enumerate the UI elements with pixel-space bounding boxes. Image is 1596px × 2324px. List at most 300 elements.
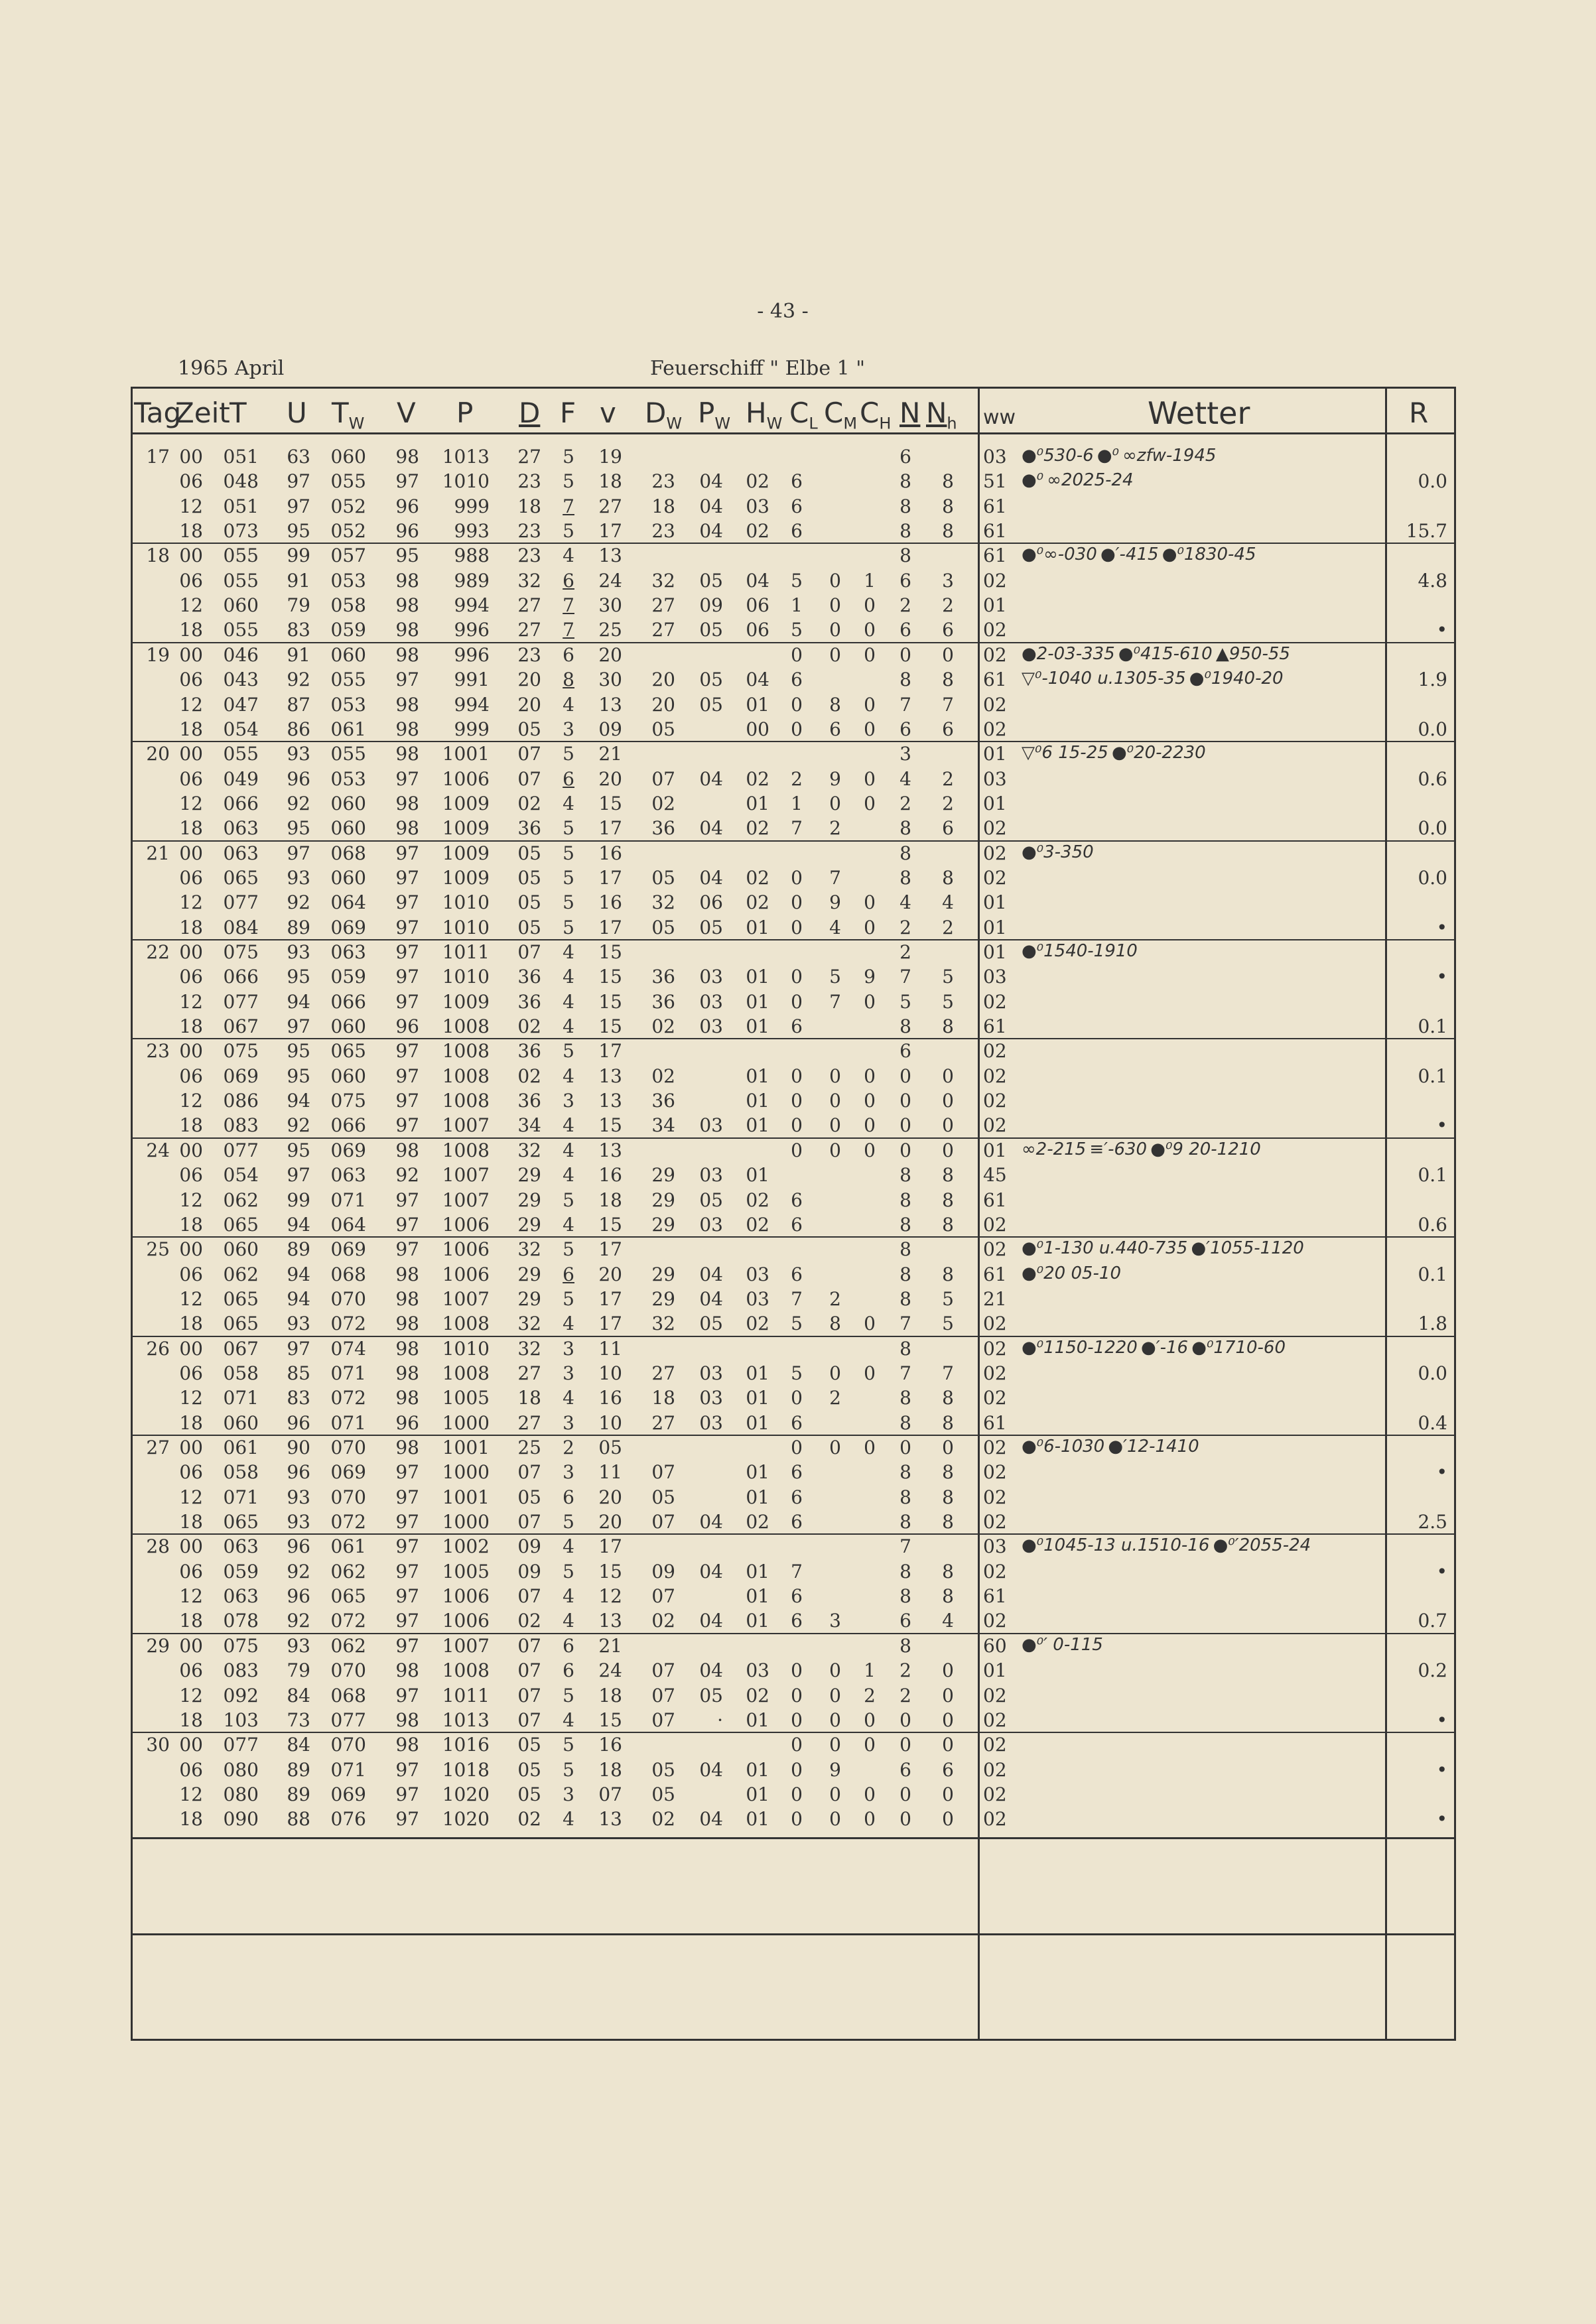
cell-tw: 060 — [330, 446, 366, 468]
header-wetter: Wetter — [1148, 395, 1250, 431]
cell-d: 07 — [517, 1461, 541, 1484]
cell-v-vis: 17 — [598, 1535, 622, 1558]
cell-ch: 0 — [864, 1362, 876, 1384]
cell-pw: 03 — [699, 1387, 723, 1409]
cell-zeit: 00 — [179, 1734, 203, 1756]
cell-dw: 07 — [651, 767, 675, 790]
cell-ch: 0 — [864, 916, 876, 938]
cell-zeit: 00 — [179, 1238, 203, 1261]
cell-d: 23 — [517, 545, 541, 567]
cell-f: 4 — [563, 1387, 574, 1409]
header-tw: $T_W$ — [332, 397, 365, 433]
cell-dw: 23 — [651, 470, 675, 493]
header-u: U — [287, 397, 307, 429]
cell-ww: 61 — [983, 1015, 1007, 1038]
cell-v-vis: 13 — [598, 1065, 622, 1087]
cell-zeit: 18 — [179, 1709, 203, 1731]
cell-zeit: 12 — [179, 1783, 203, 1805]
cell-t: 075 — [223, 1634, 259, 1657]
cell-f: 6 — [563, 643, 574, 666]
cell-ch: 0 — [864, 1114, 876, 1137]
cell-cl: 5 — [791, 569, 803, 592]
cell-dw: 05 — [651, 916, 675, 938]
cell-u: 79 — [287, 1659, 310, 1682]
cell-f: 6 — [563, 569, 574, 592]
cell-d: 20 — [517, 669, 541, 691]
cell-cm: 2 — [829, 1387, 841, 1409]
cell-p: 1007 — [442, 1114, 490, 1137]
cell-pw: 04 — [699, 1610, 723, 1632]
table-row — [0, 1709, 1596, 1733]
table-row — [0, 842, 1596, 866]
cell-u: 84 — [287, 1734, 310, 1756]
cell-zeit: 18 — [179, 718, 203, 740]
cell-n: 8 — [899, 842, 911, 864]
cell-v: 96 — [395, 520, 419, 543]
cell-pw: 03 — [699, 966, 723, 988]
cell-v-vis: 21 — [598, 1634, 622, 1657]
cell-v: 97 — [395, 1758, 419, 1781]
cell-p: 1009 — [442, 817, 490, 840]
cell-cl: 0 — [791, 1734, 803, 1756]
cell-ww: 03 — [983, 446, 1007, 468]
cell-wetter: ●⁰′ 0-115 — [1022, 1634, 1103, 1655]
cell-pw: 04 — [699, 520, 723, 543]
cell-wetter: ●⁰1150-1220 ●′-16 ●⁰1710-60 — [1022, 1337, 1286, 1358]
cell-n: 4 — [899, 891, 911, 914]
cell-zeit: 00 — [179, 1040, 203, 1063]
cell-cm: 7 — [829, 866, 841, 889]
cell-n: 8 — [899, 1511, 911, 1533]
cell-ww: 02 — [983, 643, 1007, 666]
cell-cl: 0 — [791, 1114, 803, 1137]
cell-u: 96 — [287, 767, 310, 790]
cell-t: 078 — [223, 1610, 259, 1632]
cell-n: 4 — [899, 767, 911, 790]
cell-zeit: 06 — [179, 1461, 203, 1484]
cell-n: 8 — [899, 669, 911, 691]
cell-nh: 5 — [942, 1287, 954, 1310]
cell-v: 98 — [395, 792, 419, 814]
cell-p: 991 — [454, 669, 490, 691]
cell-f: 5 — [563, 1734, 574, 1756]
cell-v-vis: 15 — [598, 1560, 622, 1582]
cell-n: 7 — [899, 966, 911, 988]
cell-v: 97 — [395, 1560, 419, 1582]
cell-dw: 05 — [651, 866, 675, 889]
cell-f: 5 — [563, 1287, 574, 1310]
cell-v: 98 — [395, 643, 419, 666]
cell-v-vis: 20 — [598, 1486, 622, 1508]
cell-t: 077 — [223, 1734, 259, 1756]
cell-ch: 0 — [864, 594, 876, 617]
cell-p: 1010 — [442, 1337, 490, 1360]
cell-cl: 0 — [791, 693, 803, 716]
cell-ww: 01 — [983, 743, 1007, 765]
cell-hw: 02 — [746, 1313, 769, 1335]
table-row — [0, 520, 1596, 544]
cell-cl: 6 — [791, 520, 803, 543]
header-divider — [131, 432, 1456, 434]
table-row — [0, 644, 1596, 668]
table-row — [0, 1486, 1596, 1510]
table-row — [0, 1610, 1596, 1634]
cell-cl: 6 — [791, 1585, 803, 1608]
cell-d: 29 — [517, 1287, 541, 1310]
cell-d: 02 — [517, 1015, 541, 1038]
cell-dw: 07 — [651, 1511, 675, 1533]
day-separator — [131, 1137, 1456, 1139]
header-v: V — [397, 397, 416, 429]
cell-f: 5 — [563, 1040, 574, 1063]
table-row — [0, 1065, 1596, 1089]
table-row — [0, 545, 1596, 568]
cell-v: 98 — [395, 718, 419, 740]
table-row — [0, 1263, 1596, 1287]
cell-t: 065 — [223, 866, 259, 889]
cell-v: 97 — [395, 1238, 419, 1261]
cell-n: 0 — [899, 1139, 911, 1161]
cell-zeit: 18 — [179, 619, 203, 641]
cell-dw: 05 — [651, 1783, 675, 1805]
cell-cm: 0 — [829, 569, 841, 592]
cell-t: 046 — [223, 643, 259, 666]
header-dw: $D_W$ — [645, 397, 683, 433]
cell-cm: 0 — [829, 619, 841, 641]
cell-hw: 02 — [746, 866, 769, 889]
cell-tw: 068 — [330, 1684, 366, 1707]
cell-ww: 60 — [983, 1634, 1007, 1657]
cell-f: 4 — [563, 1065, 574, 1087]
cell-n: 2 — [899, 792, 911, 814]
cell-n: 6 — [899, 1610, 911, 1632]
cell-nh: 5 — [942, 990, 954, 1013]
cell-nh: 6 — [942, 817, 954, 840]
cell-pw: 04 — [699, 1263, 723, 1285]
cell-r: 0.0 — [1418, 470, 1447, 493]
cell-zeit: 06 — [179, 966, 203, 988]
cell-cm: 0 — [829, 643, 841, 666]
cell-dw: 02 — [651, 1065, 675, 1087]
cell-r: 0.6 — [1418, 767, 1447, 790]
cell-v: 98 — [395, 1139, 419, 1161]
cell-v: 97 — [395, 1461, 419, 1484]
day-separator — [131, 543, 1456, 544]
cell-d: 05 — [517, 1758, 541, 1781]
cell-cl: 0 — [791, 891, 803, 914]
cell-cm: 0 — [829, 1808, 841, 1831]
cell-nh: 2 — [942, 767, 954, 790]
cell-tw: 069 — [330, 1783, 366, 1805]
cell-nh: 2 — [942, 916, 954, 938]
cell-cl: 6 — [791, 1015, 803, 1038]
cell-ch: 0 — [864, 767, 876, 790]
table-row — [0, 1808, 1596, 1832]
cell-d: 07 — [517, 1709, 541, 1731]
cell-p: 1006 — [442, 1238, 490, 1261]
cell-tag: 25 — [146, 1238, 170, 1261]
cell-d: 23 — [517, 520, 541, 543]
cell-d: 05 — [517, 718, 541, 740]
cell-v: 97 — [395, 767, 419, 790]
cell-t: 075 — [223, 941, 259, 963]
cell-hw: 03 — [746, 1263, 769, 1285]
cell-d: 05 — [517, 842, 541, 864]
cell-f: 4 — [563, 990, 574, 1013]
cell-pw: 04 — [699, 1808, 723, 1831]
table-row — [0, 1535, 1596, 1559]
cell-hw: 01 — [746, 1783, 769, 1805]
cell-v-vis: 15 — [598, 792, 622, 814]
cell-hw: 04 — [746, 569, 769, 592]
cell-t: 049 — [223, 767, 259, 790]
cell-f: 7 — [563, 594, 574, 617]
cell-ww: 61 — [983, 1189, 1007, 1211]
cell-f: 5 — [563, 842, 574, 864]
footer-line — [131, 1933, 1456, 1935]
cell-zeit: 00 — [179, 1337, 203, 1360]
cell-cl: 0 — [791, 1684, 803, 1707]
cell-ww: 51 — [983, 470, 1007, 493]
cell-v-vis: 18 — [598, 470, 622, 493]
cell-zeit: 12 — [179, 1486, 203, 1508]
cell-tag: 19 — [146, 643, 170, 666]
cell-v: 98 — [395, 1337, 419, 1360]
cell-p: 994 — [454, 693, 490, 716]
cell-f: 4 — [563, 693, 574, 716]
day-separator — [131, 1038, 1456, 1039]
cell-p: 1008 — [442, 1139, 490, 1161]
cell-d: 05 — [517, 1486, 541, 1508]
cell-tw: 053 — [330, 569, 366, 592]
cell-n: 6 — [899, 446, 911, 468]
cell-tag: 22 — [146, 941, 170, 963]
cell-v: 98 — [395, 693, 419, 716]
cell-hw: 01 — [746, 1461, 769, 1484]
cell-f: 4 — [563, 1139, 574, 1161]
cell-n: 8 — [899, 1213, 911, 1236]
day-separator — [131, 741, 1456, 742]
cell-ch: 0 — [864, 643, 876, 666]
cell-p: 1010 — [442, 916, 490, 938]
cell-hw: 01 — [746, 1065, 769, 1087]
cell-u: 99 — [287, 545, 310, 567]
cell-d: 18 — [517, 1387, 541, 1409]
header-v: v — [600, 397, 616, 429]
cell-pw: 04 — [699, 767, 723, 790]
cell-hw: 02 — [746, 1189, 769, 1211]
cell-hw: 01 — [746, 1015, 769, 1038]
table-row — [0, 1387, 1596, 1411]
cell-v: 98 — [395, 1287, 419, 1310]
cell-u: 97 — [287, 495, 310, 517]
cell-cl: 7 — [791, 817, 803, 840]
cell-tw: 074 — [330, 1337, 366, 1360]
cell-d: 02 — [517, 1065, 541, 1087]
cell-u: 93 — [287, 1511, 310, 1533]
cell-u: 95 — [287, 817, 310, 840]
cell-p: 1001 — [442, 1437, 490, 1458]
cell-f: 4 — [563, 1213, 574, 1236]
cell-hw: 01 — [746, 1709, 769, 1731]
cell-p: 1000 — [442, 1411, 490, 1434]
cell-dw: 07 — [651, 1659, 675, 1682]
cell-f: 4 — [563, 1313, 574, 1335]
cell-nh: 8 — [942, 1411, 954, 1434]
cell-tag: 29 — [146, 1634, 170, 1657]
cell-t: 065 — [223, 1313, 259, 1335]
cell-pw: 05 — [699, 619, 723, 641]
cell-zeit: 12 — [179, 990, 203, 1013]
cell-tw: 062 — [330, 1634, 366, 1657]
cell-p: 1013 — [442, 1709, 490, 1731]
cell-hw: 02 — [746, 520, 769, 543]
cell-r: 1.9 — [1418, 669, 1447, 691]
cell-ww: 02 — [983, 1387, 1007, 1409]
cell-tw: 062 — [330, 1560, 366, 1582]
cell-v-vis: 15 — [598, 941, 622, 963]
cell-n: 2 — [899, 1659, 911, 1682]
cell-pw: 04 — [699, 1659, 723, 1682]
table-row — [0, 1189, 1596, 1213]
cell-zeit: 12 — [179, 1585, 203, 1608]
cell-v: 97 — [395, 1040, 419, 1063]
cell-dw: 02 — [651, 1808, 675, 1831]
cell-f: 5 — [563, 866, 574, 889]
cell-dw: 29 — [651, 1164, 675, 1187]
cell-p: 1006 — [442, 1263, 490, 1285]
cell-zeit: 18 — [179, 817, 203, 840]
cell-dw: 05 — [651, 1486, 675, 1508]
cell-v-vis: 09 — [598, 718, 622, 740]
table-row — [0, 1214, 1596, 1238]
cell-tw: 061 — [330, 1535, 366, 1558]
cell-dw: 07 — [651, 1585, 675, 1608]
cell-u: 94 — [287, 1213, 310, 1236]
header-d: D — [519, 397, 541, 429]
cell-u: 89 — [287, 1238, 310, 1261]
cell-ww: 61 — [983, 1263, 1007, 1285]
cell-pw: 04 — [699, 495, 723, 517]
cell-dw: 36 — [651, 966, 675, 988]
cell-v-vis: 12 — [598, 1585, 622, 1608]
cell-ww: 02 — [983, 1684, 1007, 1707]
cell-u: 83 — [287, 1387, 310, 1409]
cell-n: 8 — [899, 520, 911, 543]
cell-tw: 064 — [330, 1213, 366, 1236]
table-row — [0, 1783, 1596, 1807]
cell-u: 88 — [287, 1808, 310, 1831]
cell-ww: 45 — [983, 1164, 1007, 1187]
cell-dw: 02 — [651, 1610, 675, 1632]
cell-tag: 30 — [146, 1734, 170, 1756]
cell-v-vis: 13 — [598, 545, 622, 567]
cell-n: 8 — [899, 1337, 911, 1360]
header-cl: $C_L$ — [789, 397, 818, 433]
cell-t: 060 — [223, 1238, 259, 1261]
cell-v-vis: 16 — [598, 842, 622, 864]
cell-nh: 8 — [942, 470, 954, 493]
cell-n: 7 — [899, 1362, 911, 1384]
cell-hw: 01 — [746, 1560, 769, 1582]
cell-zeit: 00 — [179, 1139, 203, 1161]
cell-pw: 04 — [699, 1560, 723, 1582]
cell-tag: 23 — [146, 1040, 170, 1063]
cell-v: 96 — [395, 495, 419, 517]
cell-t: 054 — [223, 718, 259, 740]
cell-cl: 7 — [791, 1560, 803, 1582]
cell-wetter: ∞2-215 ≡′-630 ●⁰9 20-1210 — [1022, 1139, 1261, 1159]
cell-n: 8 — [899, 495, 911, 517]
cell-f: 5 — [563, 891, 574, 914]
cell-cm: 8 — [829, 1313, 841, 1335]
cell-zeit: 18 — [179, 1313, 203, 1335]
cell-zeit: 12 — [179, 891, 203, 914]
table-end-line — [131, 1837, 1456, 1839]
cell-zeit: 00 — [179, 842, 203, 864]
cell-v: 92 — [395, 1164, 419, 1187]
cell-d: 32 — [517, 1337, 541, 1360]
cell-ch: 0 — [864, 1783, 876, 1805]
cell-cl: 0 — [791, 1659, 803, 1682]
cell-tw: 069 — [330, 1461, 366, 1484]
cell-hw: 06 — [746, 594, 769, 617]
cell-p: 1013 — [442, 446, 490, 468]
table-row — [0, 1139, 1596, 1163]
cell-cl: 0 — [791, 1758, 803, 1781]
cell-v-vis: 15 — [598, 966, 622, 988]
cell-f: 5 — [563, 817, 574, 840]
cell-n: 8 — [899, 1164, 911, 1187]
cell-ww: 61 — [983, 520, 1007, 543]
cell-ww: 02 — [983, 1337, 1007, 1360]
cell-tw: 060 — [330, 792, 366, 814]
cell-ww: 02 — [983, 1808, 1007, 1831]
cell-u: 97 — [287, 470, 310, 493]
cell-d: 36 — [517, 990, 541, 1013]
cell-ch: 0 — [864, 619, 876, 641]
cell-d: 07 — [517, 1634, 541, 1657]
cell-cm: 2 — [829, 817, 841, 840]
cell-t: 077 — [223, 1139, 259, 1161]
cell-cl: 6 — [791, 1511, 803, 1533]
cell-cl: 0 — [791, 966, 803, 988]
cell-d: 27 — [517, 619, 541, 641]
cell-tw: 069 — [330, 916, 366, 938]
cell-p: 1007 — [442, 1164, 490, 1187]
cell-nh: 8 — [942, 1560, 954, 1582]
cell-nh: 2 — [942, 792, 954, 814]
cell-ww: 02 — [983, 1040, 1007, 1063]
cell-zeit: 12 — [179, 594, 203, 617]
cell-cl: 6 — [791, 1461, 803, 1484]
cell-cm: 0 — [829, 1734, 841, 1756]
table-row — [0, 1090, 1596, 1114]
cell-r: • — [1436, 1758, 1447, 1781]
cell-pw: 03 — [699, 1362, 723, 1384]
cell-nh: 8 — [942, 1015, 954, 1038]
cell-hw: 03 — [746, 1287, 769, 1310]
cell-v: 97 — [395, 1783, 419, 1805]
cell-d: 29 — [517, 1213, 541, 1236]
table-row — [0, 1164, 1596, 1188]
cell-u: 93 — [287, 1634, 310, 1657]
cell-tag: 27 — [146, 1437, 170, 1458]
cell-pw: 03 — [699, 1164, 723, 1187]
cell-tw: 071 — [330, 1758, 366, 1781]
cell-hw: 01 — [746, 966, 769, 988]
cell-hw: 02 — [746, 891, 769, 914]
